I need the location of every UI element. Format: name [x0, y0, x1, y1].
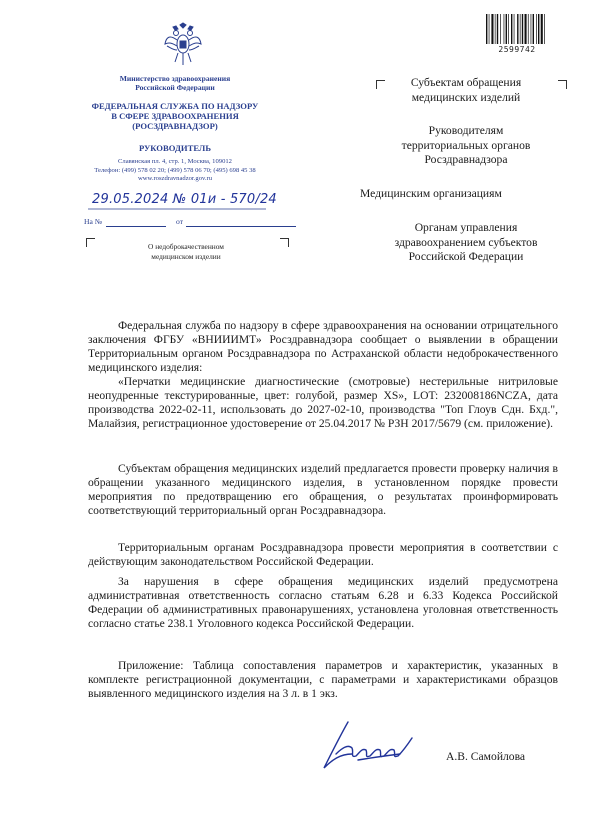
barcode-bar [544, 14, 545, 44]
addressee-line: Руководителям [428, 124, 504, 137]
subject-note [112, 242, 260, 262]
addressee-line: Российской Федерации [408, 250, 524, 263]
addressee-line: территориальных органов [401, 138, 531, 152]
paragraph-liability [88, 575, 558, 631]
reference-number-line [106, 226, 166, 227]
paragraph-text: Приложение: Таблица сопоставления параметров и характеристик, указанных в комплекте регистрационной документации, с параметрами и характеристиками образцов выявленного медицинского изделия на 3 л. в 1 экз. [88, 659, 558, 700]
reference-date-line [186, 226, 296, 227]
barcode-bar [508, 14, 509, 44]
addressee [366, 76, 566, 105]
paragraph-text: Субъектам обращения медицинских изделий предлагается провести проверку наличия в обращении указанного медицинского изделия, в установленном порядке провести мероприятия по предотвращению его обращения, о результатах проинформировать соответствующий территориальный орган Росздравнадзора. [88, 462, 558, 517]
addressee [360, 187, 570, 202]
barcode-bar [531, 14, 532, 44]
addressee [366, 221, 566, 265]
barcode [486, 14, 548, 44]
address: Славянская пл. 4, стр. 1, Москва, 109012 [118, 158, 232, 165]
coat-of-arms-icon [163, 22, 203, 68]
paragraph-territorial [88, 541, 558, 569]
paragraph-subjects [88, 462, 558, 518]
barcode-bar [522, 14, 523, 44]
barcode-bar [525, 14, 527, 44]
ministry-line: Министерство здравоохранения [119, 74, 231, 83]
barcode-bar [511, 14, 512, 44]
barcode-bar [533, 14, 534, 44]
paragraph-product [88, 375, 558, 431]
addressee-line: Медицинским организациям [360, 187, 502, 200]
paragraph-text: Федеральная служба по надзору в сфере здравоохранения на основании отрицательного заключения ФГБУ «ВНИИИМТ» Росздравнадзора сообщает о выявлении в обращении Территориальным органом Росздравнадзора по Астраханской области недоброкачественного медицинского изделия: [88, 319, 558, 374]
barcode-bar [506, 14, 507, 44]
barcode-bar [495, 14, 496, 44]
paragraph-intro [88, 319, 558, 375]
website: www.roszdravnadzor.gov.ru [137, 175, 213, 183]
from-label: от [176, 217, 184, 226]
paragraph-text: «Перчатки медицинские диагностические (смотровые) нестерильные нитриловые неопудренные текстурированные, цвет: голубой, размер XS», LOT: 232008186NCZA, дата производства 2022-02-11, использовать до 2027-02-10, производства "Топ Глоув Сдн. Бхд.", Малайзия, регистрационное удостоверение от 25.04.2017 № РЗН 2017/5679 (см. приложение). [88, 375, 558, 430]
subject-line: медицинском изделии [151, 252, 221, 261]
paragraph-attachment [88, 659, 558, 701]
corner-mark [86, 238, 95, 247]
addressee-line: здравоохранением субъектов [394, 235, 538, 249]
addressee-line: Росздравнадзора [424, 153, 508, 166]
service-name [80, 101, 270, 131]
registration-date-number: 29.05.2024 № 01и - 570/24 [92, 192, 277, 207]
barcode-bar [520, 14, 521, 44]
service-line: ФЕДЕРАЛЬНАЯ СЛУЖБА ПО НАДЗОРУ [91, 101, 259, 111]
addressee [366, 124, 566, 168]
barcode-bar [514, 14, 515, 44]
barcode-bar [538, 14, 539, 44]
barcode-bar [497, 14, 498, 44]
barcode-bar [504, 14, 505, 44]
barcode-bar [491, 14, 493, 44]
barcode-bar [489, 14, 490, 44]
contact-block [80, 158, 270, 184]
barcode-bar [486, 14, 487, 44]
paragraph-text: За нарушения в сфере обращения медицинских изделий предусмотрена административная ответственность согласно статьям 6.28 и 6.33 Кодекса Российской Федерации об административных правонарушениях, установлена уголовная ответственность согласно статье 238.1 Уголовного кодекса Российской Федерации. [88, 575, 558, 630]
ministry-line: Российской Федерации [135, 83, 215, 92]
paragraph-text: Территориальным органам Росздравнадзора провести мероприятия в соответствии с действующим законодательством Российской Федерации. [88, 541, 558, 568]
barcode-bar [541, 14, 543, 44]
addressee-line: Субъектам обращения [410, 76, 522, 89]
phones: Телефон: (499) 578 02 20; (499) 578 06 70; (495) 698 45 38 [94, 166, 256, 174]
barcode-bar [536, 14, 537, 44]
signature-image [318, 714, 426, 774]
service-line: В СФЕРЕ ЗДРАВООХРАНЕНИЯ [111, 111, 239, 121]
signer-name: А.В. Самойлова [446, 750, 526, 763]
on-no-label: На № [84, 217, 102, 226]
barcode-bar [500, 14, 501, 44]
reference-number-row [84, 217, 184, 226]
addressee-line: медицинских изделий [411, 90, 521, 104]
corner-mark [280, 238, 289, 247]
ministry-name [80, 74, 270, 92]
barcode-bar [528, 14, 529, 44]
barcode-number: 2599742 [498, 45, 536, 54]
addressee-line: Органам управления [414, 221, 518, 234]
subject-line: О недоброкачественном [148, 242, 224, 251]
service-line: (РОСЗДРАВНАДЗОР) [132, 121, 218, 131]
barcode-bar [517, 14, 518, 44]
head-title: РУКОВОДИТЕЛЬ [138, 143, 212, 153]
